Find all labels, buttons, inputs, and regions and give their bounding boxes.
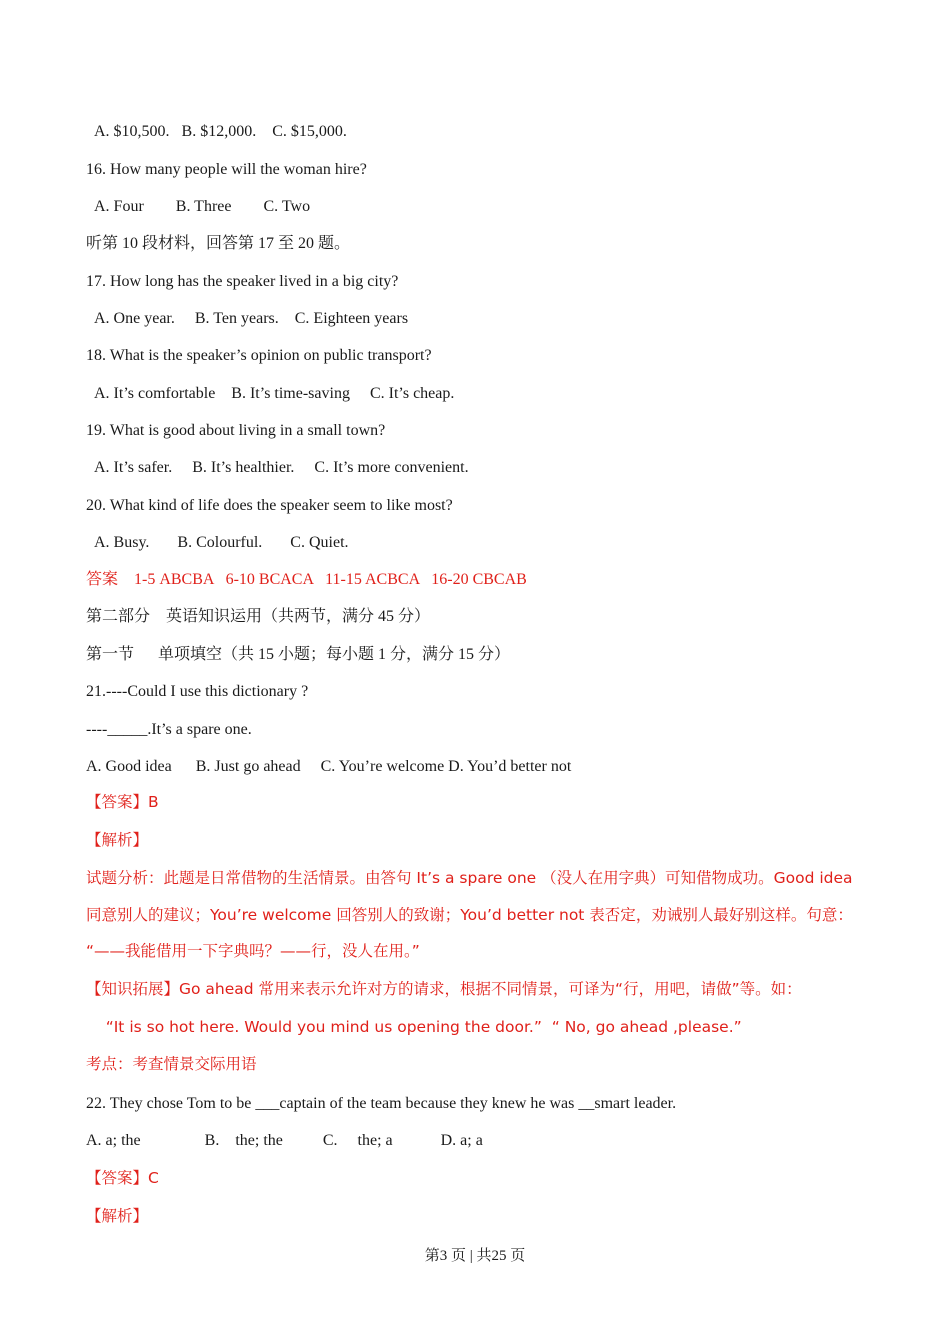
text-line: A. Good idea B. Just go ahead C. You’re welcome D. You’d better not bbox=[86, 758, 572, 775]
text-line: 16. How many people will the woman hire? bbox=[86, 161, 367, 178]
text-line: 听第 10 段材料，回答第 17 至 20 题。 bbox=[86, 235, 351, 252]
text-line: A. Busy. B. Colourful. C. Quiet. bbox=[94, 534, 349, 551]
text-line: ----_____.It’s a spare one. bbox=[86, 721, 252, 738]
page-footer: 第3 页 | 共25 页 bbox=[424, 1248, 526, 1264]
text-line: 22. They chose Tom to be ___captain of the team because they knew he was __smart leader. bbox=[86, 1095, 677, 1112]
text-line: 18. What is the speaker’s opinion on public transport? bbox=[86, 347, 432, 364]
text-line: 【解析】 bbox=[86, 831, 149, 849]
text-line: 19. What is good about living in a small town? bbox=[86, 422, 386, 439]
text-line: 【答案】C bbox=[86, 1169, 159, 1187]
text-line: A. a; the B. the; the C. the; a D. a; a bbox=[86, 1132, 483, 1149]
text-line: 【知识拓展】Go ahead 常用来表示允许对方的请求，根据不同情景，可译为“行，用吧，请做”等。如： bbox=[86, 980, 802, 998]
text-line: 【答案】B bbox=[86, 793, 159, 811]
text-line: 17. How long has the speaker lived in a big city? bbox=[86, 273, 399, 290]
text-line: A. $10,500. B. $12,000. C. $15,000. bbox=[94, 123, 347, 140]
text-line: 答案 1-5 ABCBA 6-10 BCACA 11-15 ACBCA 16-20 CBCAB bbox=[86, 571, 527, 588]
text-line: 考点：考查情景交际用语 bbox=[86, 1055, 257, 1073]
text-line: A. It’s comfortable B. It’s time-saving C. It’s cheap. bbox=[94, 385, 455, 402]
text-line: A. One year. B. Ten years. C. Eighteen years bbox=[94, 310, 409, 327]
text-line: 试题分析：此题是日常借物的生活情景。由答句 It’s a spare one （没人在用字典）可知借物成功。Good idea bbox=[86, 869, 853, 887]
text-line: A. It’s safer. B. It’s healthier. C. It’s more convenient. bbox=[94, 459, 469, 476]
text-line: 21.----Could I use this dictionary ? bbox=[86, 683, 309, 700]
text-line: “——我能借用一下字典吗？——行，没人在用。” bbox=[86, 942, 420, 960]
text-line: A. Four B. Three C. Two bbox=[94, 198, 311, 215]
text-line: 20. What kind of life does the speaker seem to like most? bbox=[86, 497, 453, 514]
text-line: 第二部分 英语知识运用（共两节，满分 45 分） bbox=[86, 608, 431, 625]
text-line: “It is so hot here. Would you mind us opening the door.” “ No, go ahead ,please.” bbox=[86, 1018, 742, 1036]
text-line: 第一节 单项填空（共 15 小题；每小题 1 分，满分 15 分） bbox=[86, 646, 511, 663]
text-line: 【解析】 bbox=[86, 1207, 149, 1225]
text-line: 同意别人的建议；You’re welcome 回答别人的致谢；You’d better not 表否定，劝诫别人最好别这样。句意： bbox=[86, 906, 853, 924]
